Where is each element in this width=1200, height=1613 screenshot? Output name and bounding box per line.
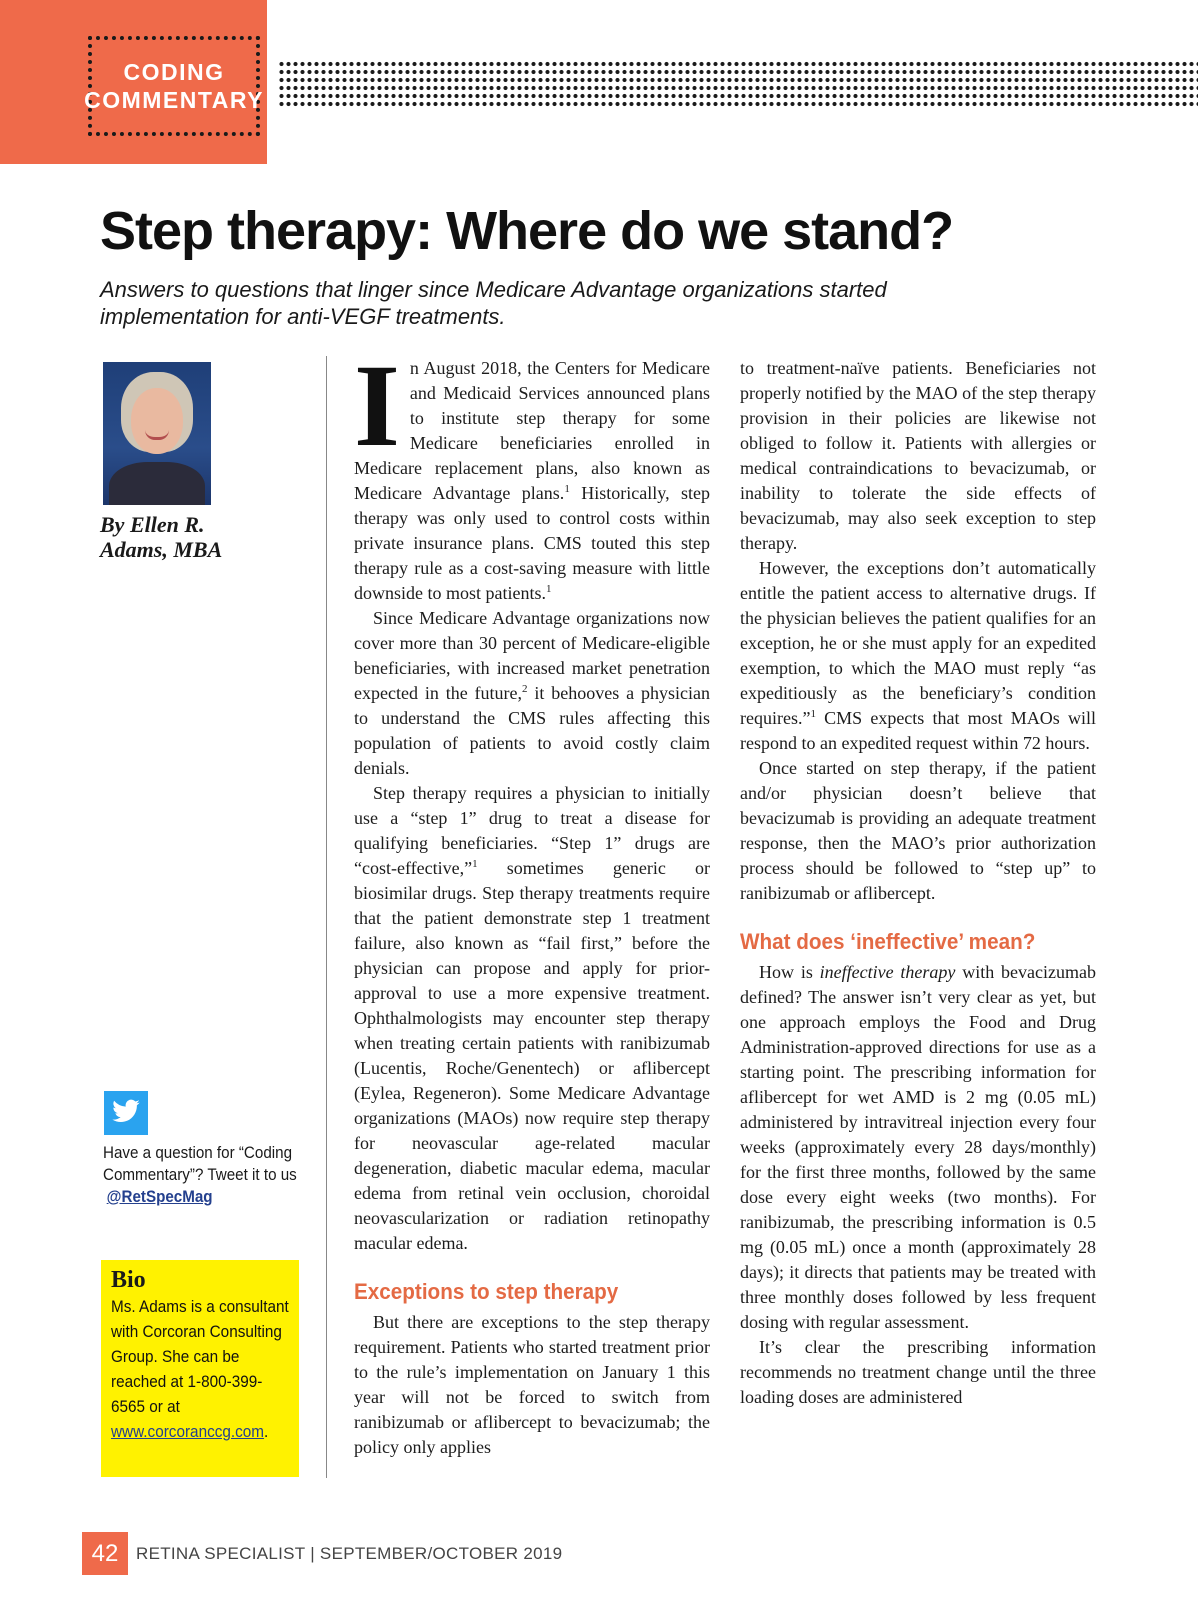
bio-text: [111, 1294, 289, 1444]
paragraph: Once started on step therapy, if the patient and/or physician doesn’t believe that bevacizumab is providing an adequate treatment response, then the MAO’s prior authorization process should be followed to “step up” to ranibizumab or aflibercept.: [740, 758, 1096, 903]
article-column-2: [740, 356, 1096, 1410]
bio-body: Ms. Adams is a consultant with Corcoran Consulting Group. She can be reached at 1-800-399-6565 or at: [111, 1297, 289, 1416]
paragraph: It’s clear the prescribing information recommends no treatment change until the three loading doses are administered: [740, 1337, 1096, 1407]
bio-title: Bio: [111, 1267, 146, 1293]
bio-end: .: [264, 1422, 269, 1441]
column-rule: [326, 356, 327, 1478]
paragraph: How is ineffective therapy with bevacizumab defined? The answer isn’t very clear as yet, but one approach employs the Food and Drug Administration-approved directions for use as a starting point. The prescribing information for aflibercept for wet AMD is 2 mg (0.05 mL) administered by intravitreal injection every four weeks (approximately every 28 days/monthly) for the first three months, followed by the same dose every eight weeks (two months). For ranibizumab, the prescribing information is 0.5 mg (0.05 mL) once a month (approximately 28 days); it directs that patients may be treated with three monthly doses followed by less frequent dosing with regular assessment.: [740, 962, 1097, 1332]
section-label: [84, 36, 264, 136]
publication-info: RETINA SPECIALIST | SEPTEMBER/OCTOBER 2019: [136, 1543, 563, 1563]
section-label-line2: COMMENTARY: [84, 87, 264, 113]
drop-cap: I: [354, 340, 400, 471]
reference-1: 1: [564, 483, 570, 495]
paragraph: to treatment-naïve patients. Beneficiaries not properly notified by the MAO of the step therapy provision in their policies are likewise not obliged to follow it. Patients with allergies or medical contraindications to bevacizumab, or inability to tolerate the side effects of bevacizumab, may also seek exception to step therapy.: [740, 358, 1096, 553]
paragraph: However, the exceptions don’t automatically entitle the patient access to alternative drugs. If the physician believes the patient qualifies for an exception, he or she must apply for an expedited exemption, to which the MAO must reply “as expeditiously as the beneficiary’s condition requires.”$^1$ CMS expects that most MAOs will respond to an expedited request within 72 hours.: [740, 558, 1096, 753]
author-photo: [103, 362, 211, 505]
author-bio-box: [101, 1260, 299, 1477]
paragraph: But there are exceptions to the step therapy requirement. Patients who started treatment prior to the rule’s implementation on January 1 this year will not be forced to switch from ranibizumab or aflibercept to bevacizumab; the policy only applies: [354, 1312, 710, 1457]
subhead-exceptions: Exceptions to step therapy: [354, 1279, 619, 1304]
reference-1: 1: [810, 708, 816, 720]
paragraph: Step therapy requires a physician to initially use a “step 1” drug to treat a disease for qualifying beneficiaries. “Step 1” drugs are “cost-effective,”$^1$ sometimes generic or biosimilar drugs. Step therapy treatments require that the patient demonstrate step 1 treatment failure, also known as “fail first,” before the physician can propose and apply for prior-approval to use a more expensive treatment. Ophthalmologists may encounter step therapy when treating certain patients with ranibizumab (Lucentis, Roche/Genentech) or aflibercept (Eylea, Regeneron). Some Medicare Advantage organizations (MAOs) now require step therapy for neovascular age-related macular degeneration, diabetic macular edema, macular edema from retinal vein occlusion, choroidal neovascularization or radiation retinopathy macular edema.: [354, 783, 710, 1253]
article-title: Step therapy: Where do we stand?: [100, 201, 954, 261]
section-label-line1: CODING: [123, 59, 225, 85]
article-column-1: [354, 340, 710, 1460]
author-byline: By Ellen R. Adams, MBA: [100, 512, 223, 562]
tweet-prompt: [103, 1142, 301, 1208]
twitter-bird-icon[interactable]: [104, 1091, 148, 1135]
tweet-prompt-text: Have a question for “Coding Commentary”? Tweet it to us: [103, 1144, 297, 1184]
page-footer: [82, 1532, 562, 1575]
twitter-handle-link[interactable]: @RetSpecMag: [106, 1188, 213, 1206]
section-tab: [0, 0, 267, 164]
reference-1: 1: [472, 858, 478, 870]
article-deck: Answers to questions that linger since Medicare Advantage organizations started implementation for anti-VEGF treatments.: [100, 277, 887, 329]
bio-website-link[interactable]: www.corcoranccg.com: [111, 1422, 265, 1441]
page-number: 42: [82, 1532, 128, 1575]
reference-1: 1: [546, 583, 552, 595]
paragraph: In August 2018, the Centers for Medicare and Medicaid Services announced plans to institute step therapy for some Medicare beneficiaries enrolled in Medicare replacement plans, also known as Medicare Advantage plans.$^1$ Historically, step therapy was only used to control costs within private insurance plans. CMS touted this step therapy rule as a cost-saving measure with little downside to most patients.$^1$: [354, 340, 710, 603]
subhead-ineffective: What does ‘ineffective’ mean?: [740, 929, 1036, 954]
dotted-header-band: [278, 60, 1198, 108]
reference-2: 2: [522, 683, 528, 695]
paragraph: Since Medicare Advantage organizations now cover more than 30 percent of Medicare-eligible beneficiaries, with increased market penetration expected in the future,$^2$ it behooves a physician to understand the CMS rules affecting this population of patients to avoid costly claim denials.: [354, 608, 710, 778]
